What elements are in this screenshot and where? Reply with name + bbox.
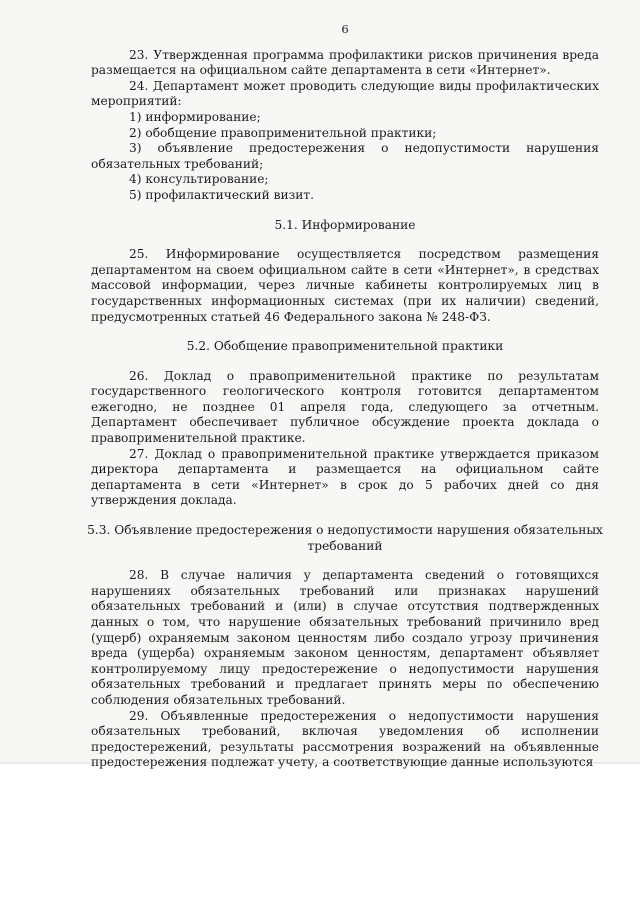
paragraph-26: 26. Доклад о правоприменительной практике по результатам государственного геологического контроля готовится департаментом ежегодно, не позднее 01 апреля года, следующего за отчетным. Департамент обеспечивает публичное обсуждение проекта доклада о правоприменительной практике. [91,368,599,446]
section-heading-5-1: 5.1. Информирование [274,217,416,232]
section-heading-5-2: 5.2. Обобщение правоприменительной практики [186,339,504,354]
list-item-1: 1) информирование; [129,109,261,124]
paragraph-25: 25. Информирование осуществляется посредством размещения департаментом на своем официальном сайте в сети «Интернет», в средствах массовой информации, через личные кабинеты контролируемых лиц в государственных информационных системах (при их наличии) сведений, предусмотренных статьей 46 Федерального закона № 248-ФЗ. [91,247,599,324]
list-item-2: 2) обобщение правоприменительной практики; [129,125,437,140]
paragraph-24-intro: 24. Департамент может проводить следующие виды профилактических мероприятий: [91,78,599,109]
list-item-3: 3) объявление предостережения о недопустимости нарушения обязательных требований; [91,141,599,171]
list-item-4: 4) консультирование; [129,172,269,187]
paragraph-27: 27. Доклад о правоприменительной практике утверждается приказом директора департамента и размещается на официальном сайте департамента в сети «Интернет» в срок до 5 рабочих дней со дня утверждения доклада. [91,446,599,508]
page-number: 6 [341,22,349,36]
paragraph-28: 28. В случае наличия у департамента сведений о готовящихся нарушениях обязательных требований или признаках нарушений обязательных требований и (или) в случае отсутствия подтвержденных данных о том, что нарушение обязательных требований причинило вред (ущерб) охраняемым законом ценностям либо создало угрозу причинения вреда (ущерба) охраняемым законом ценностям, департамент объявляет контролируемому лицу предостережение о недопустимости нарушения обязательных требований и предлагает принять меры по обеспечению соблюдения обязательных требований. [91,568,599,707]
paragraph-23: 23. Утвержденная программа профилактики рисков причинения вреда размещается на официальном сайте департамента в сети «Интернет». [91,47,599,78]
list-item-5: 5) профилактический визит. [129,187,315,202]
document-page [87,22,603,771]
section-heading-5-3: 5.3. Объявление предостережения о недопустимости нарушения обязательных требований [87,523,603,553]
paragraph-29: 29. Объявленные предостережения о недопустимости нарушения обязательных требований, включая уведомления об исполнении предостережений, результаты рассмотрения возражений на объявленные предостережения подлежат учету, а соответствующие данные используются [91,708,599,770]
